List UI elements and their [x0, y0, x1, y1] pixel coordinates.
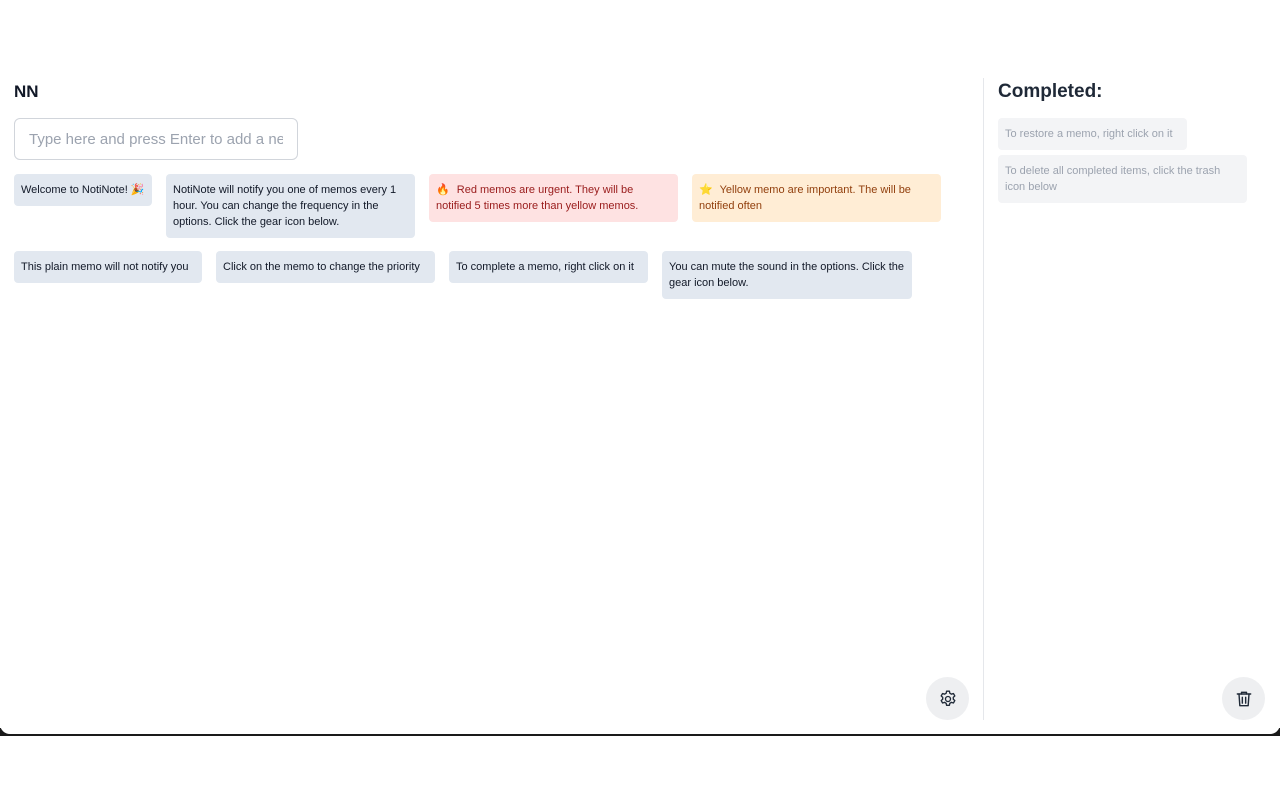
- memo-text: To complete a memo, right click on it: [456, 261, 634, 273]
- settings-button[interactable]: [926, 677, 969, 720]
- memo-card[interactable]: [216, 251, 435, 283]
- memo-card[interactable]: [14, 251, 202, 283]
- completed-title: Completed:: [998, 81, 1103, 102]
- gear-icon: [938, 689, 958, 709]
- completed-item[interactable]: [998, 155, 1247, 203]
- memo-text: Click on the memo to change the priority: [223, 261, 420, 273]
- memo-card[interactable]: [14, 174, 152, 206]
- memo-text: Yellow memo are important. The will be notified often: [699, 184, 911, 212]
- completed-item-text: To delete all completed items, click the trash icon below: [1005, 165, 1221, 193]
- memo-card-important[interactable]: [692, 174, 941, 222]
- memo-card[interactable]: [662, 251, 912, 299]
- new-memo-input[interactable]: [14, 118, 298, 160]
- memo-text: Red memos are urgent. They will be notified 5 times more than yellow memos.: [436, 184, 639, 212]
- delete-completed-button[interactable]: [1222, 677, 1265, 720]
- memo-text: NotiNote will notify you one of memos every 1 hour. You can change the frequency in the options. Click the gear icon below.: [173, 184, 397, 228]
- completed-item-text: To restore a memo, right click on it: [1005, 128, 1173, 140]
- completed-panel: [984, 78, 1280, 720]
- completed-item[interactable]: [998, 118, 1187, 150]
- memo-board: [0, 78, 983, 720]
- memo-card[interactable]: [449, 251, 648, 283]
- app-title: NN: [14, 82, 39, 101]
- memo-card-urgent[interactable]: [429, 174, 678, 222]
- fire-icon: 🔥: [436, 183, 450, 196]
- trash-icon: [1234, 689, 1254, 709]
- memo-text: You can mute the sound in the options. Click the gear icon below.: [669, 261, 905, 289]
- memo-text: Welcome to NotiNote! 🎉: [21, 184, 145, 196]
- memo-card[interactable]: [166, 174, 415, 238]
- memo-text: This plain memo will not notify you: [21, 261, 189, 273]
- star-icon: ⭐: [699, 183, 713, 196]
